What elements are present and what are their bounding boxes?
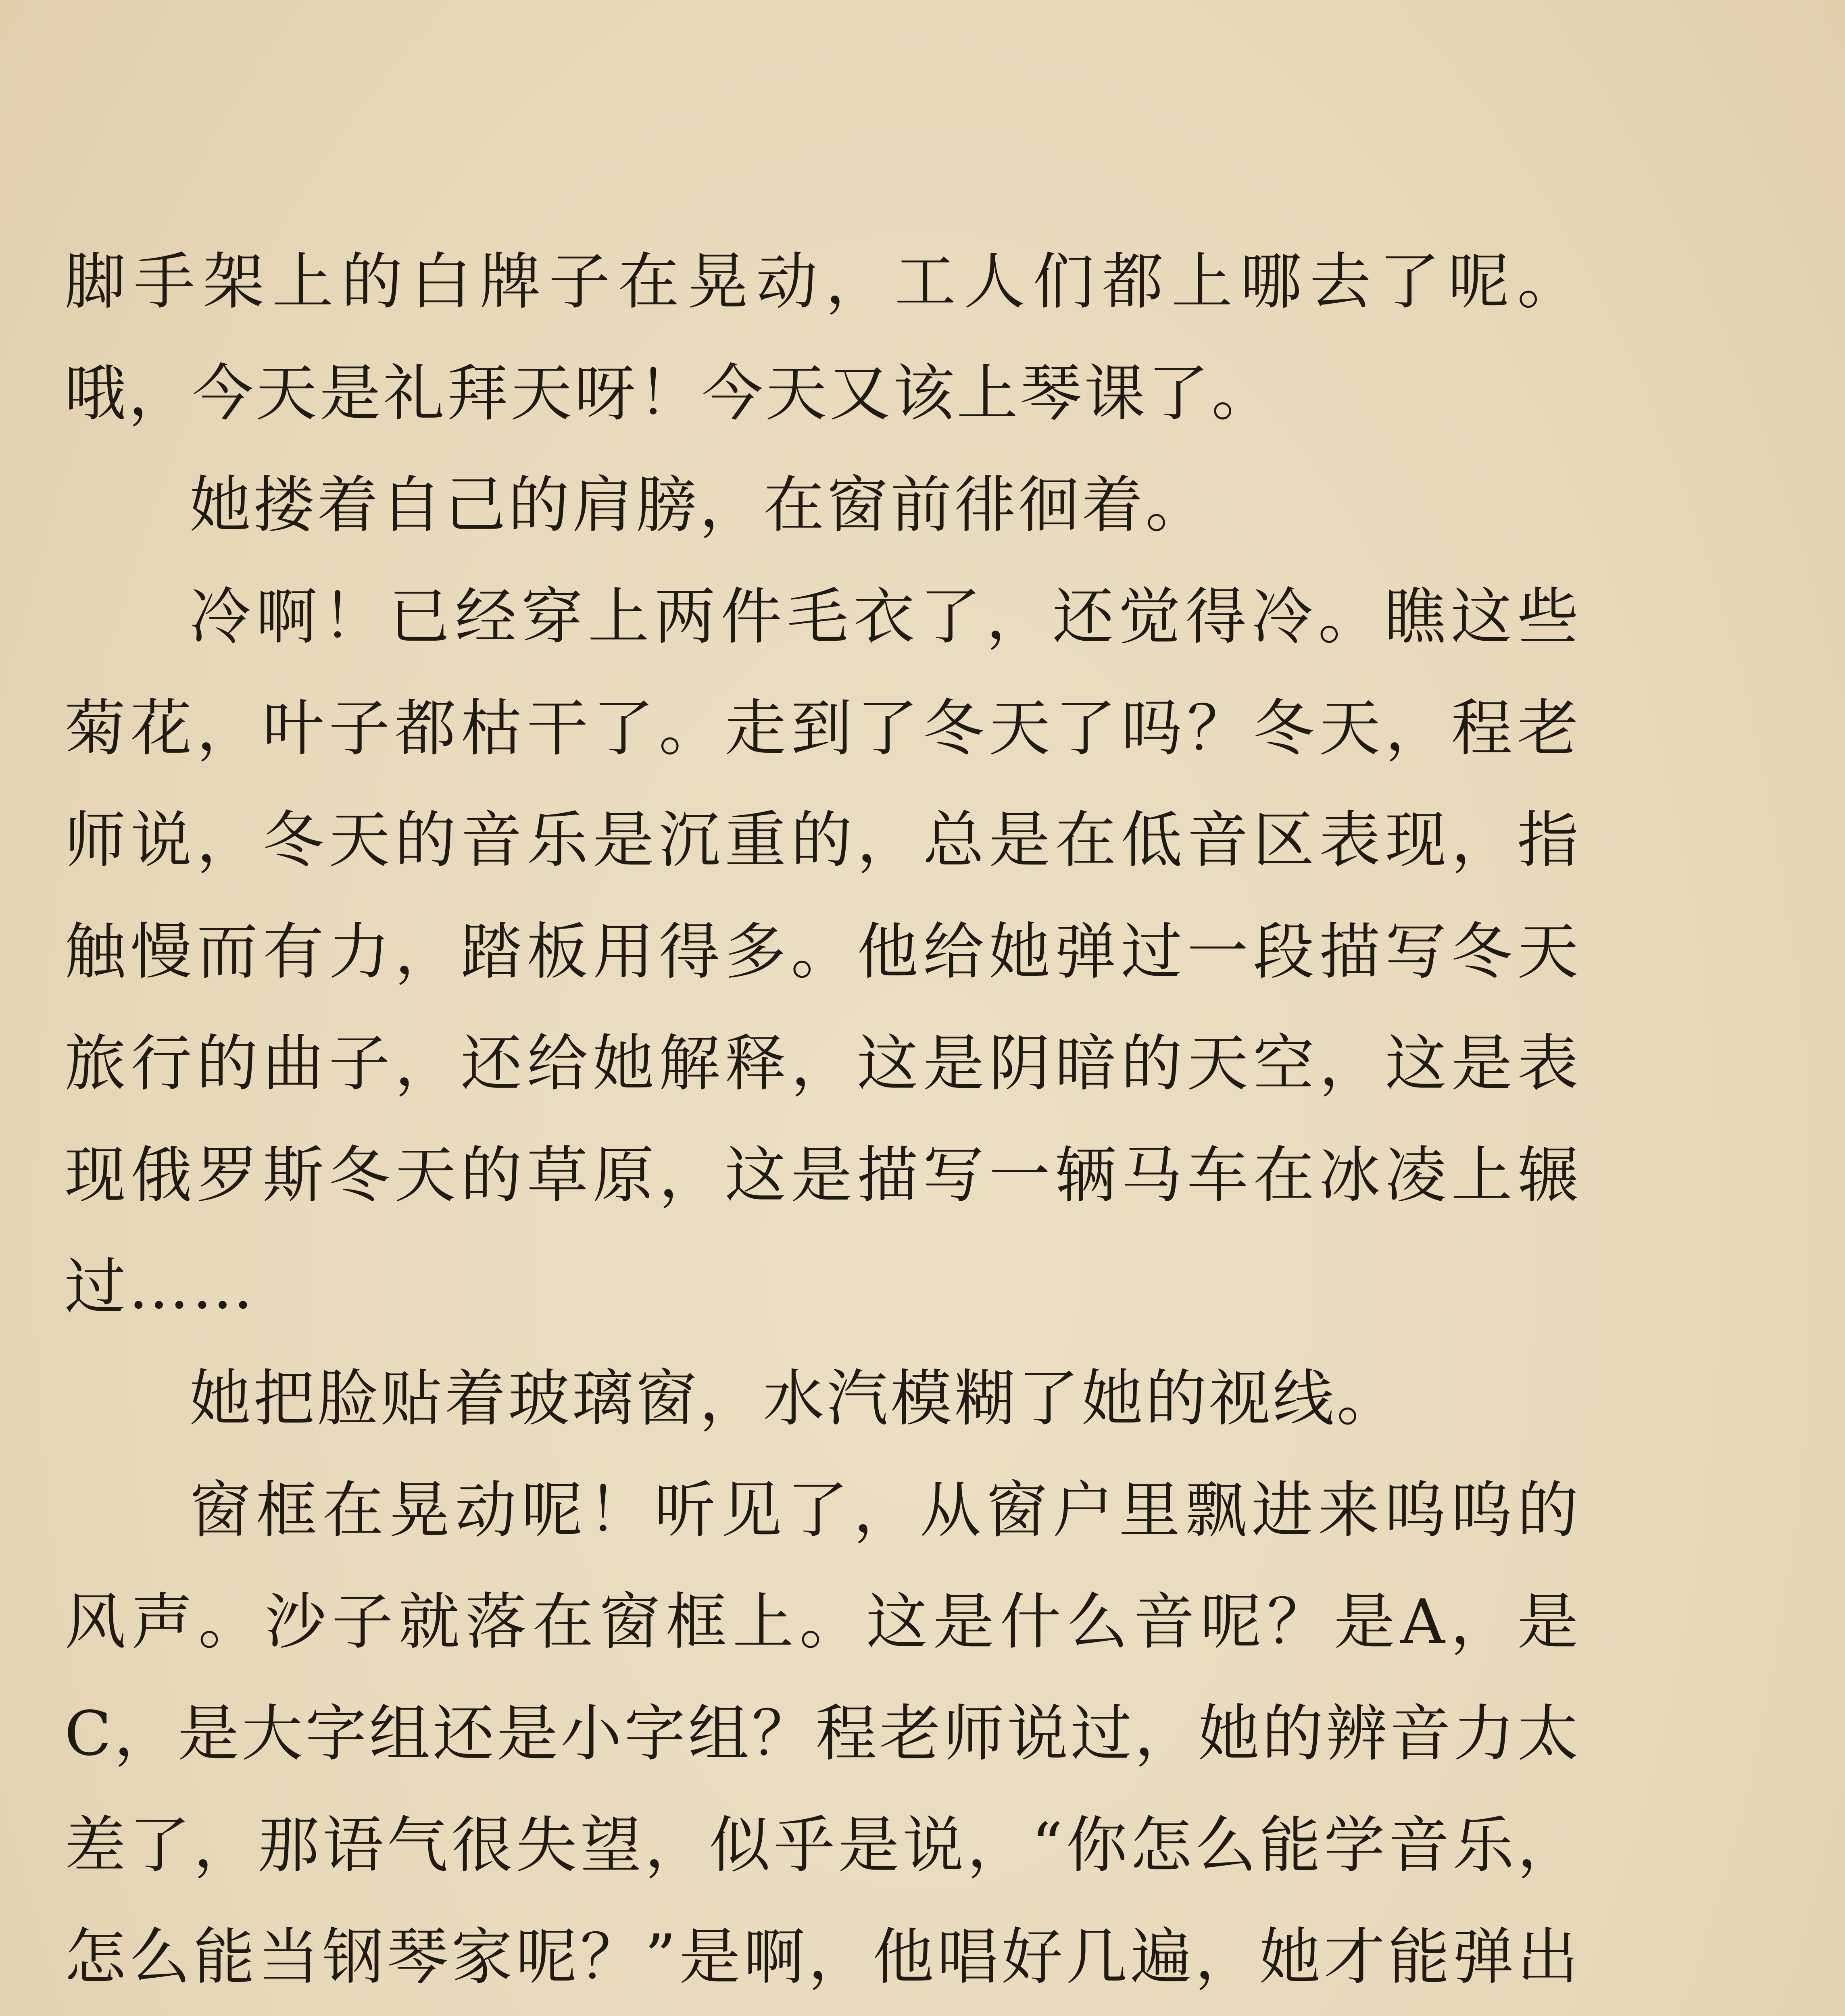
paragraph-3: 冷啊！已经穿上两件毛衣了，还觉得冷。瞧这些菊花，叶子都枯干了。走到了冬天了吗？冬天，程老师说，冬天的音乐是沉重的，总是在低音区表现，指触慢而有力，踏板用得多。他给她弹过一段描写冬天旅行的曲子，还给她解释，这是阴暗的天空，这是表现俄罗斯冬天的草原，这是描写一辆马车在冰凌上辗过…… <box>65 581 1581 1322</box>
paragraph-1: 脚手架上的白牌子在晃动，工人们都上哪去了呢。哦，今天是礼拜天呀！今天又该上琴课了。 <box>65 246 1581 429</box>
paragraph-5: 窗框在晃动呢！听见了，从窗户里飘进来呜呜的风声。沙子就落在窗框上。这是什么音呢？是A，是C，是大字组还是小字组？程老师说过，她的辨音力太差了，那语气很失望，似乎是说，“你怎么能学音乐，怎么能当钢琴家呢？”是啊，他唱好几遍，她才能弹出 <box>65 1475 1581 1993</box>
paragraph-2: 她搂着自己的肩膀，在窗前徘徊着。 <box>190 469 1209 541</box>
body-text <box>65 226 1581 2016</box>
paragraph-4: 她把脸贴着玻璃窗，水汽模糊了她的视线。 <box>190 1363 1400 1434</box>
